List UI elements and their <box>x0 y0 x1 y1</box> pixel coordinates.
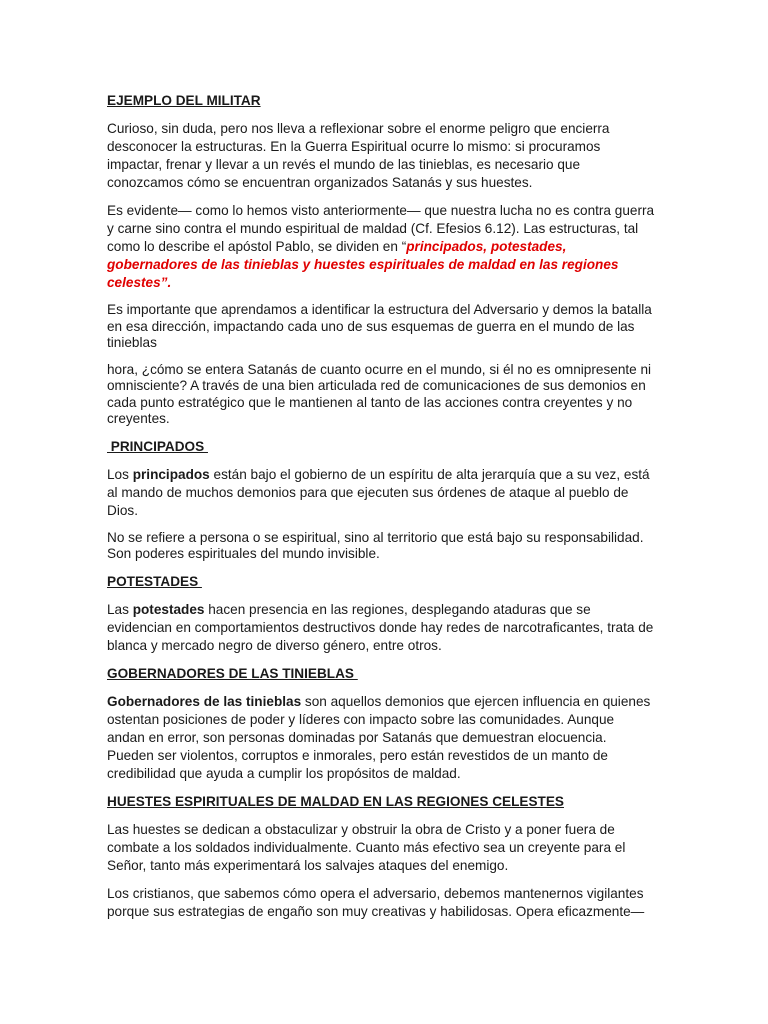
paragraph-huestes: Las huestes se dedican a obstaculizar y obstruir la obra de Cristo y a poner fuera de combate a los soldados individualmente. Cuanto más efectivo sea un creyente para el Señor, tanto más experimentará los salvajes ataques del enemigo. <box>107 821 626 873</box>
paragraph-gobernadores-text: son aquellos demonios que ejercen influencia en quienes ostentan posiciones de poder y líderes con impacto sobre las comunidades. Aunque andan en error, son personas dominadas por Satanás que demuestran elocuencia. Pueden ser violentos, corruptos e inmorales, pero están revestidos de un manto de credibilidad que ayuda a cumplir los propósitos de maldad. <box>107 693 651 781</box>
paragraph-es-importante: Es importante que aprendamos a identificar la estructura del Adversario y demos la batalla en esa dirección, impactando cada uno de sus esquemas de guerra en el mundo de las tinieblas <box>107 302 652 350</box>
document-page <box>107 92 655 931</box>
paragraph-no-se-refiere: No se refiere a persona o se espiritual, sino al territorio que está bajo su responsabilidad. Son poderes espirituales del mundo invisible. <box>107 529 644 561</box>
highlighted-quote: principados, potestades, gobernadores de las tinieblas y huestes espirituales de maldad en las regiones celestes”. <box>107 239 619 290</box>
paragraph-es-evidente-text: Es evidente— como lo hemos visto anteriormente— que nuestra lucha no es contra guerra y carne sino contra el mundo espiritual de maldad (Cf. Efesios 6.12). Las estructuras, tal como lo describe el apóstol Pablo, se dividen en “ <box>107 203 655 254</box>
bold-gobernadores: Gobernadores de las tinieblas <box>107 693 302 709</box>
heading-gobernadores: GOBERNADORES DE LAS TINIEBLAS <box>107 665 358 681</box>
heading-principados: PRINCIPADOS <box>107 438 208 454</box>
paragraph-principados-lead: Los <box>107 466 133 482</box>
bold-principados: principados <box>132 466 210 482</box>
heading-potestades: POTESTADES <box>107 573 202 589</box>
paragraph-potestades <box>107 601 655 655</box>
paragraph-gobernadores <box>107 693 655 783</box>
paragraph-potestades-text: hacen presencia en las regiones, desplegando ataduras que se evidencian en comportamientos destructivos donde hay redes de narcotraficantes, trata de blanca y mercado negro de diverso género, entre otros. <box>107 601 654 653</box>
paragraph-principados <box>107 466 655 520</box>
heading-ejemplo-del-militar: EJEMPLO DEL MILITAR <box>107 93 261 108</box>
paragraph-potestades-lead: Las <box>107 601 133 617</box>
paragraph-es-evidente <box>107 202 655 292</box>
heading-huestes: HUESTES ESPIRITUALES DE MALDAD EN LAS REGIONES CELESTES <box>107 793 564 809</box>
paragraph-principados-text: están bajo el gobierno de un espíritu de alta jerarquía que a su vez, está al mando de muchos demonios para que ejecuten sus órdenes de ataque al pueblo de Dios. <box>107 466 650 518</box>
bold-potestades: potestades <box>132 601 205 617</box>
paragraph-los-cristianos: Los cristianos, que sabemos cómo opera el adversario, debemos mantenernos vigilantes porque sus estrategias de engaño son muy creativas y habilidosas. Opera eficazmente— <box>107 885 645 919</box>
paragraph-hora: hora, ¿cómo se entera Satanás de cuanto ocurre en el mundo, si él no es omnipresente ni omnisciente? A través de una bien articulada red de comunicaciones de sus demonios en cada punto estratégico que le mantienen al tanto de las acciones contra creyentes y no creyentes. <box>107 361 652 426</box>
paragraph-curioso: Curioso, sin duda, pero nos lleva a reflexionar sobre el enorme peligro que encierra desconocer la estructuras. En la Guerra Espiritual ocurre lo mismo: si procuramos impactar, frenar y llevar a un revés el mundo de las tinieblas, es necesario que conozcamos cómo se encuentran organizados Satanás y sus huestes. <box>107 121 610 190</box>
